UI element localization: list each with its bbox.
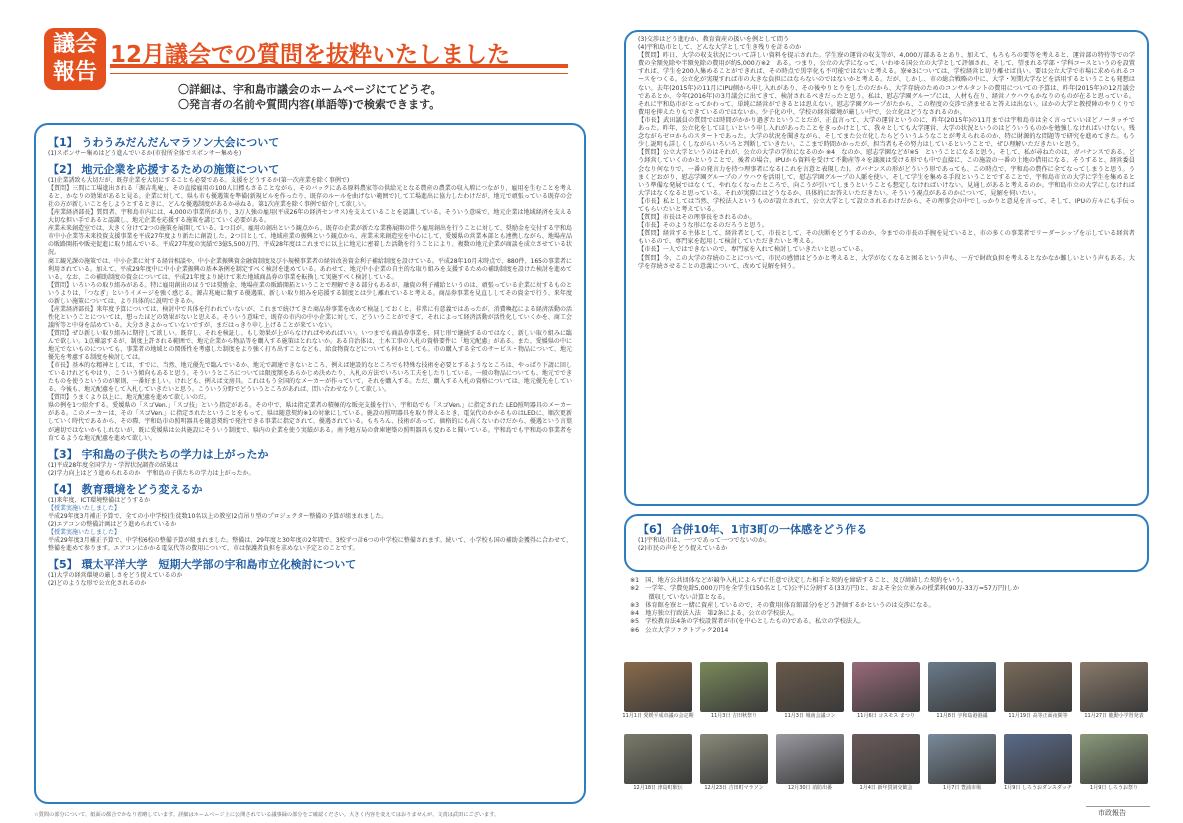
photo-item bbox=[1004, 734, 1072, 792]
s4-paragraph: 【授業実施いたしました】 bbox=[48, 528, 121, 536]
r-paragraph: 【質問】昨日、大学の収支状況について詳しい資料を提示された。学生寮の運営の収支等が、4,000万部あるとあり、加えて、もろもろの要等を考えると、運営部の特待等での学費の全額免除や半額免除の費用が約5,000万※2 ある。つまり、公立の大学になって、いわゆる国公立の大学として評価され、そして、望まれる学部・学科コースというのを設置すれば、学生を200人集めることができれば、その時点で黒字化も不可能ではないと考える。寮※3については、学校経営と切り離せば良い。要は公立大学で市場に求められるコースをつくる。公立化が実現すれば市の大きな負担にはならないのではないかと考える。だが、しかし、市の総合戦略の中に、大学・短期大学などを活用するということも発想はない。去年(2015年)の11月にIPU側から申し入れがあり、その後やりとりをしたのだから、大学存続のためのコンサルタントの費用についての予算は、昨年(2015年)の12月議会であるとか、今年(2016年)の3月議会に出てきて、検討されるべきだったと思う。私は、慰志学園グループには、人材も在り、経営ノウハウもかなりのものが在ると思っている。それに宇和島市がとってかわって、単純に経営ができるとは思えない。慰志学園グループがたから、この程度の交渉で済ませると答えは出ない。ほかの大学と教授陣のやりくりで費用を抑えたりもできているのではないか。少子化の中、学校の経営環境が厳しい中で、公立化はどうなされるのか。 bbox=[638, 52, 1135, 116]
photo-caption: 1月9日 しろうおダンスダッチ bbox=[1004, 785, 1072, 791]
event-photo bbox=[852, 662, 920, 712]
s3-paragraph: (1)平成28年度全国学力・学習状況調査の結果は bbox=[48, 461, 179, 469]
section-6-body bbox=[638, 537, 1135, 553]
section-1-title: 【1】 うわうみだんだんマラソン大会について bbox=[48, 136, 280, 149]
photo-item bbox=[928, 662, 996, 720]
photo-caption: 1月4日 新年賀詞交歓会 bbox=[859, 785, 913, 791]
r-paragraph: 【市長】武田議員の質問では時間がかかり過ぎたということだが、正直言って、大学の運営というのに、昨年(2015年)の11月までは宇和島市は全く言っていいほどノータッチであった。昨年、公立化をしてほしいという申し入れがあったことをきっかけとして、我々としても大学運営、大学の状況というのはどういうものかを勉強しなければいけない。残念ながらゼロからのスタートであった。大学の状況を聞きながら、そしてまた公立化したらどういうふうなことが考えられるのか、特に財源的な問題等で研究を進めてきた。もう少し説明も詳しくしながらいろいろと判断していきたい。ここまで時間かかったが、担当者もその努力はしているということで、ぜひ理解いただきたいと思う。 bbox=[638, 116, 1135, 149]
r-paragraph: (3)交渉はどう進むか、教育資産の扱いを例として問う bbox=[638, 36, 790, 43]
right-body bbox=[638, 36, 1135, 271]
section-5-body bbox=[48, 572, 572, 588]
r-paragraph: 【市長】そのような形になるのだろうと思う。 bbox=[638, 222, 768, 230]
footnote-item: ※3 体育館を寮と一緒に資産しているので、その費用(体育館部分)をどう評価するかというのは交渉になる。 bbox=[630, 601, 935, 609]
footer-note: ☆質問の部分について、紙面の都合でかなり省略しています。詳細はホームページ上に公開されている議事録の部分をご確認ください。大きく内容を変えてはおりませんが、文責は武田にございます。 bbox=[34, 812, 500, 818]
merger-panel bbox=[624, 514, 1149, 572]
photo-caption: 11月8日 宇和島港港議 bbox=[936, 713, 988, 719]
s2-paragraph: 【産業経済部長】質問者、宇和島市内には、4,000の事業所があり、3万人強の雇用(平成26年の経済センサス)を支えていることを認識している。そういう意味で、地元企業は地域経済を支える大切な担い手であると認識し、地元企業を応援する施策を講じていく必要がある。 bbox=[48, 209, 572, 225]
s2-paragraph: 【質問】うまくより以上に、地元配慮を進めて欲しいのだ。 bbox=[48, 394, 211, 402]
event-photo bbox=[1004, 662, 1072, 712]
intro bbox=[178, 82, 442, 112]
s2-paragraph: 商工観光課の施策では、中小企業に対する経営相談や、中小企業振興資金融資制度及び小規模事業者の経営改善資金利子補給制度を設けている。平成28年10月末時点で、880件、165の事業者に利用されている。加えて、平成29年度中に中小企業振興の基本条例を制定すべく検討を進めている。あわせて、地元中小企業の自主的な取り組みを支援するための補助制度を設けた検討を進めている。なお、この補助制度の資金については、平成21年度より続けて来た地域商品券の事業を転換して実施すべく検討している。 bbox=[48, 257, 572, 281]
event-photo bbox=[1080, 734, 1148, 784]
footnote-item: ※5 学校教育法4条の学校設置者が市(を中心としたもの)である、私立の学校法人。 bbox=[630, 618, 865, 626]
s6-paragraph: (1)宇和島市は、一つであって一つでないのか。 bbox=[638, 537, 771, 544]
photo-item bbox=[776, 734, 844, 792]
page-title: 12月議会での質問を抜粋いたしました bbox=[110, 42, 511, 68]
photo-item bbox=[852, 734, 920, 792]
r-paragraph: 【質問】公立大学というのはそれが、公立の大学の学位になるのか ※4 なのか、慰志学園などが※5 ということになると思う。そして、私が尋ねたのは、ガバナンスである。どう経営していくのかということで、後者の場合、IPUから資料を受けて不動産等々を譲渡は受ける形でも中で直接に、この施設の一番の土地の借用になる、そうすると、経営委員会なり何なりで、一番の発言力を持つ理事者になる(これを言意と表現した)。ガバナンスの形がどういう形であっても、この時点で、宇和島の農作に全てなってしまうと思う。うまくどおがり、慰志学園グループのノウハウを活用して、慰志学園グループの人脈を使い、そして学生を集める手段ということですることで、宇和島市立の大学に学生を集めるという準備な発展ではなくて、やれなくなったところで、向こうが引いてしまうということも想定しなければいけない。見通しがあると考えるのか。宇和島市立の大学にしなければ大学はなくなると思っている。それが実際にはどうなるか、具体的にお答えいただきたい。そういう視点があるのかについて、見解を伺いたい。 bbox=[638, 149, 1135, 197]
photo-item bbox=[852, 662, 920, 720]
title-rule bbox=[110, 73, 568, 74]
footnote-item: ※1 国、地方公共団体などが競争入札によらずに任意で決定した相手と契約を締結すること、及び締結した契約をいう。 bbox=[630, 577, 968, 584]
s4-paragraph: 【授業実施いたしました】 bbox=[48, 504, 121, 512]
left-question-panel bbox=[34, 123, 586, 804]
s2-paragraph: (1)企業誘致も大切だが、既存企業を大切にすることも必要である。支援をどうするか(第一次産業を除く事例で) bbox=[48, 177, 350, 185]
s2-paragraph: 産業未来創造室では、大きく分けて2つの施策を展開している。1つ目が、雇用の創出という観点から、既存の企業が新たな業務展開の伴う雇用創出を行うことに対して、奨励金を交付する宇和島市中小企業等未来投資支援事業を平成27年度より新たに創設した。2つ目として、地域産業の振興という観点から、産業未来創造室を中心にして、愛媛県の営業本部とも連携しながら、地場産品の販路開拓や販売促進に取り組んでいる。平成27年度の実績で3億5,500万円、平成28年度はこれまでに以上に地元に密着した活動を行うことにより、複数の地元企業が商談を成立させている状況。 bbox=[48, 225, 572, 257]
photo-caption: 12月30日 消防出番 bbox=[787, 785, 833, 791]
intro-line2: 〇発言者の名前や質問内容(単語等)で検索できます。 bbox=[178, 98, 441, 111]
r-paragraph: 【質問】経営する主体として、経営者として、市長として、その決断をどうするのか、今までの市長の手腕を見ていると、市の多くの事業者でリーダーシップを示している経営者もいるので、専門家を起用して検討していただきたいと考える。 bbox=[638, 230, 1135, 246]
event-photo bbox=[700, 734, 768, 784]
section-4-body bbox=[48, 497, 572, 553]
photo-item bbox=[776, 662, 844, 720]
photo-caption: 1月7日 豊浦市場 bbox=[943, 785, 981, 791]
event-photo bbox=[776, 734, 844, 784]
section-2-title: 【2】 地元企業を応援するための施策について bbox=[48, 163, 280, 177]
section-1-text: (1)スポンサー集めはどう進んでいるか(市役所全体でスポンサー集めを) bbox=[48, 150, 242, 157]
section-4-title: 【4】 教育環境をどう変えるか bbox=[48, 482, 203, 496]
s2-paragraph: 【市長】基本的な精神としては、すでに、当然、地元優先で臨んでいるか、地元で調達できないところ、例えば建設的なところでも特殊な技術を必要とするようなところは、やっぱり下請に回しているけれどもやはり、こういう傾向もあると思う。そういうところについては限度額をあらかじめ決めたり、入札の方法でいろいろ工夫をしたりしている。一般の物品についても、地元でできたものを使うというのが原則、一番好ましい。けれども、例えば文房具。これはもう全国的なメーカーが作っていて、それを購入する。ただ、購入する入札の資格については、地元優先をしている。今後も、地元配慮をして入札していきたいと思う。こういう分野でどういうところがあれば、問い合わせなりして欲しい。 bbox=[48, 362, 572, 394]
photo-caption: 12月23日 吉田町マラソン bbox=[704, 785, 764, 791]
s5-paragraph: (2)どのような形で公立化されるのか bbox=[48, 580, 147, 588]
event-photo bbox=[928, 734, 996, 784]
event-photo bbox=[1004, 734, 1072, 784]
r-paragraph: 【市長】私としては当然、学校法人というものが設立されて、公立大学として設立されるわけだから、その理事会の中でしっかりと意見を言って、そして、IPUの方々にも手伝ってもらいたいと考えている。 bbox=[638, 197, 1135, 213]
page-label: 市政報告 bbox=[1098, 809, 1126, 817]
footnote-item: ※4 地方独立行政法人法 第2条による、公立の学校法人。 bbox=[630, 610, 798, 618]
footnotes bbox=[630, 577, 1150, 635]
event-photo bbox=[852, 734, 920, 784]
event-photo bbox=[1080, 662, 1148, 712]
r-paragraph: 【市長】一人ではできないので、専門家を入れて検討していきたいと思っている。 bbox=[638, 246, 867, 254]
photo-item bbox=[1080, 662, 1148, 720]
photo-caption: 1月9日 しろうお祭り bbox=[1090, 785, 1138, 791]
photo-gallery bbox=[624, 662, 1149, 800]
s5-paragraph: (1)大学の経営環境の厳しさをどう捉えているのか bbox=[48, 572, 183, 580]
s4-paragraph: 平成29年度3月補正予算で、全ての小中学校(生徒数10名以上の教室)2点吊り型のプロジェクター整備の予算が組まれました。 bbox=[48, 512, 388, 520]
photo-item bbox=[624, 662, 692, 720]
section-6-title: 【6】 合併10年、1市3町の一体感をどう作る bbox=[638, 523, 868, 536]
right-question-panel bbox=[624, 30, 1149, 506]
s2-paragraph: 県の例を1つ紹介する。愛媛県の「スゴVen.」「スゴ技」という指定がある。その中で、県は指定業者の積極的な販売支援を行い、宇和島でも「スゴVen.」に指定された LED照明器具のメーカーがある。このメーカーは、その「スゴVen.」に指定されたということをもって、県は随意契約※1の対象にしている。施設の照明器具を取り替えるとき、電気代のかかるものはLEDに、順次更新していく時代であるから、その際、宇和島市の照明器具を随意契約で発注できる事業に指定されて、優遇されている。もちろん、技術があって、価格的にも高くないわけだから、優遇という言葉が適切ではないかもしれないが、既に愛媛県は公共施設にそういう制度で、県内の企業を使う実績がある。南予地方局の倉庫建築の照明器具も変わると聞いている。宇和島でも宇和島の事業者を育てるような地元配慮を進めて欲しい。 bbox=[48, 402, 572, 442]
r-paragraph: 【質問】今、この大学の存続のことについて、市民の感情はどうかと考えると、大学がなくなると困るという声も、一方で財政負担を考えるとなかなか難しいという声もある。大学を存続させることの意義について、改めて見解を伺う。 bbox=[638, 254, 1135, 270]
s2-paragraph: 【質問】いろいろの取り組みがある。特に雇用創出のほうでは奨励金、地場産業の販路開拓ということで理解できる部分もあるが、融資の利子補給というのは、頑張っている企業に対するものというよりは、「つなぎ」というイメージを強く感じる。源吉兆庵に類する優遇策、新しい取り組みを応援する制度とは少し離れていると考える。商品券事業を見直ししてその資金で行う、来年度の新しい施策については、より具体的に説明できるか。 bbox=[48, 281, 572, 305]
report-badge bbox=[44, 28, 106, 90]
photo-caption: 11月27日 龍動小学習発表 bbox=[1084, 713, 1144, 719]
badge-line1: 議会 bbox=[52, 32, 97, 57]
section-5-title: 【5】 環太平洋大学 短期大学部の宇和島市立化検討について bbox=[48, 558, 357, 572]
photo-caption: 11月6日 コスモス まつり bbox=[857, 713, 915, 719]
s4-paragraph: (2)エアコンの整備計画はどう進められているか bbox=[48, 520, 177, 528]
photo-caption: 12月18日 津島町駅伝 bbox=[633, 785, 683, 791]
photo-caption: 11月3日 吉田秋祭り bbox=[710, 713, 758, 719]
photo-caption: 11月3日 城南会議コン bbox=[784, 713, 836, 719]
photo-item bbox=[624, 734, 692, 792]
event-photo bbox=[624, 734, 692, 784]
footnote-item: 徴収していない計算となる。 bbox=[630, 593, 729, 601]
photo-caption: 11月1日 愛媛平成市議の会定期 bbox=[622, 713, 694, 719]
footnote-item: ※6 公立大学ファクトブック2014 bbox=[630, 626, 729, 634]
photo-item bbox=[700, 662, 768, 720]
footnote-item: ※2 一学年、学費免除5,000万円を全学生(150名として)公平に分割する(33万円)と、およそ全公立並みの授業料(90万-33万=57万円)しか bbox=[630, 585, 1020, 593]
s2-paragraph: 【質問】三間に工場進出される「源吉兆庵」、その直接雇用の100人目標もさることながら、そのバックにある原料農家等の供給元となる農産の農業の収入増につながり、雇用を生むことを考えると、かなりの効果があると見る。企業に対して、県も市も優遇策を準備(新規ビルを作ったり、既存のルールを曲げない範囲で)して工場進出に協力したわけだが、地元で頑張っている既存の会社の方が新しいことをしようとするときに、どんな優遇制度があるか尋ねる。第1次産業を除く事例で紹介して欲しい。 bbox=[48, 185, 572, 209]
s2-paragraph: 【質問】ぜひ新しい取り組みに期待して欲しい。既存し、それを検証し、もし効果が上がらなければやめればいい。いつまでも商品券事業を、同じ形で継続するのではなく、新しい取り組みに臨んで欲しい。1点確認するが、制度上許される範囲で、地元企業から物品等を購入する施策はとれないか。ある自治体は、土木工事の入札の資格要件に「地元配慮」がある。また、愛媛県の中に地元でないものについても、事業者の地域との関係性を考慮した制度をより強く打ち出すことなども、給食物資などについても何かとしても。市の購入する全てのサービス・物品について、地元優先を考慮する制度を検討しては。 bbox=[48, 329, 572, 362]
event-photo bbox=[624, 662, 692, 712]
photo-item bbox=[928, 734, 996, 792]
r-paragraph: 【質問】市長はその理事長をされるのか。 bbox=[638, 214, 756, 222]
s6-paragraph: (2)市民の声をどう捉えているか bbox=[638, 545, 728, 553]
section-2-body bbox=[48, 177, 572, 443]
photo-caption: 11月19日 高等正面夜間等 bbox=[1008, 713, 1068, 719]
event-photo bbox=[776, 662, 844, 712]
section-3-title: 【3】 宇和島の子供たちの学力は上がったか bbox=[48, 447, 269, 461]
event-photo bbox=[700, 662, 768, 712]
photo-item bbox=[700, 734, 768, 792]
footer-rule bbox=[1086, 806, 1150, 807]
event-photo bbox=[928, 662, 996, 712]
badge-line2: 報告 bbox=[52, 60, 97, 85]
s3-paragraph: (2)学力向上はどう進められるのか 宇和島の子供たちの学力は上がったか。 bbox=[48, 469, 255, 477]
r-paragraph: (4)宇和島市として、どんな大学として生き残りを計るのか bbox=[638, 44, 802, 52]
photo-item bbox=[1004, 662, 1072, 720]
title-bar bbox=[110, 36, 568, 68]
intro-line1: 〇詳細は、宇和島市議会のホームページにてどうぞ。 bbox=[178, 83, 442, 96]
section-3-body bbox=[48, 462, 572, 478]
s4-paragraph: (1)来年度、ICT環境整備はどうするか bbox=[48, 496, 151, 504]
photo-item bbox=[1080, 734, 1148, 792]
s2-paragraph: 【産業経済部長】来年度予算については、検討中で具体を行われていないが、これまで続けてきた商品券事業を改めて検証しておくと、非常に有意義ではあったが、消費喚起による経済活動の活性化ということについては、想ったほどの効果がないと思える。そういう意味で、既存の市内の中小企業に対して、どういうことができて、それによって経済活動が活性化していくかを、商工会議所等と中身を詰めている。大分さきよかっていないですが、まだはっきり申し上げることが来ていない。 bbox=[48, 305, 572, 329]
s4-paragraph: 平成29年度3月補正予算で、中学校6校の整備予算が組まれました。整備は、29年度と30年度の2年間で、3校ずつ計6つの中学校に整備されます。続いて、小学校も国の補助金獲得に合わせて、整備を進めて参ります。エアコンにかかる電気代等の費用について、市は保護者負担を求めない予定とのことです。 bbox=[48, 536, 572, 552]
